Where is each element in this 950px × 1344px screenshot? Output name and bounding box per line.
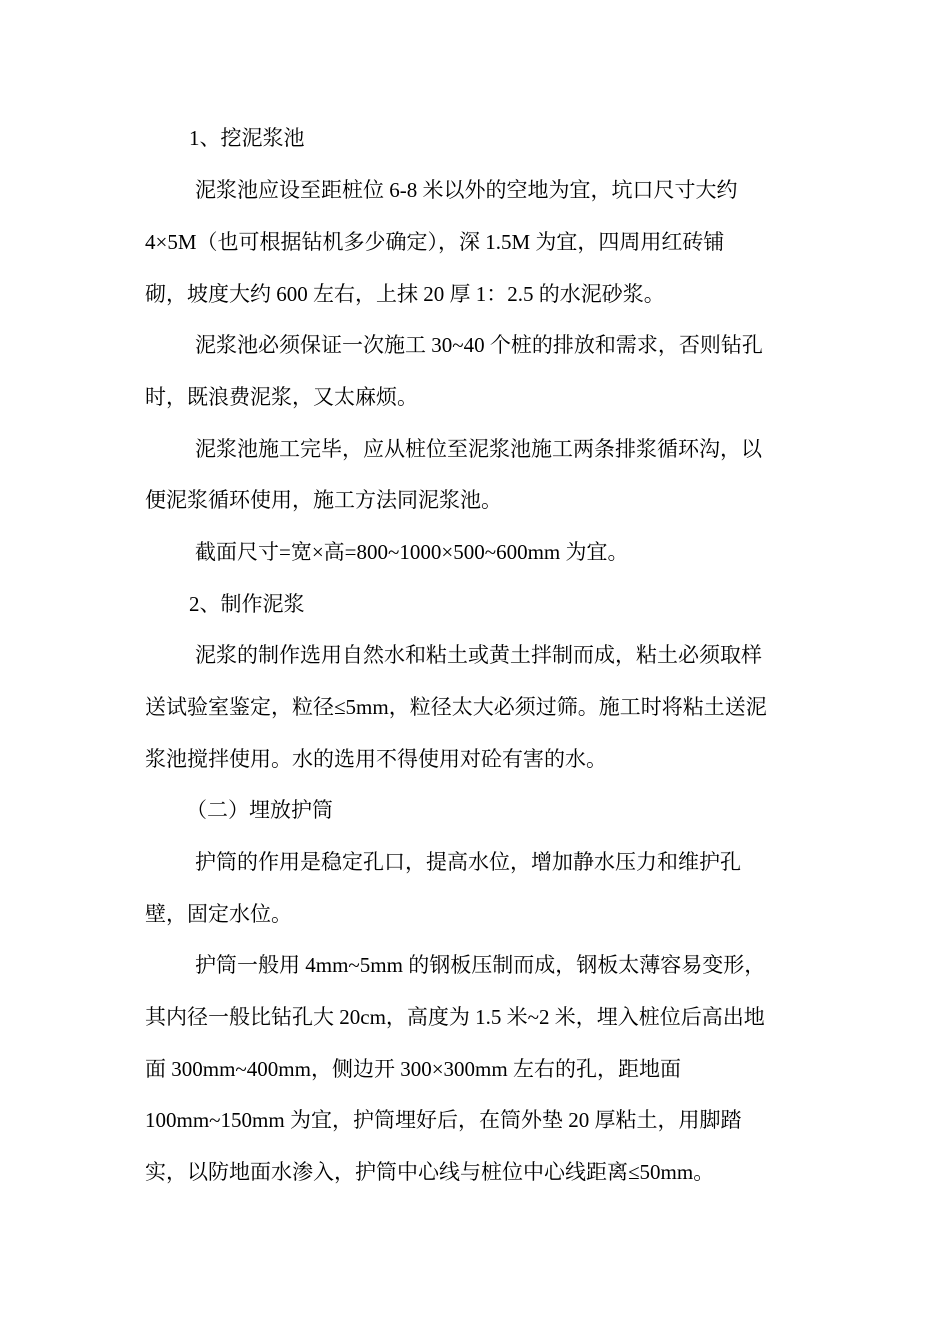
paragraph-line: 其内径一般比钻孔大 20cm，高度为 1.5 米~2 米，埋入桩位后高出地 — [145, 1005, 765, 1029]
paragraph-line: 壁，固定水位。 — [145, 902, 292, 926]
paragraph-line: 泥浆池应设至距桩位 6-8 米以外的空地为宜，坑口尺寸大约 — [195, 178, 738, 202]
paragraph-line: 护筒一般用 4mm~5mm 的钢板压制而成，钢板太薄容易变形， — [195, 953, 766, 977]
paragraph-line: 4×5M（也可根据钻机多少确定），深 1.5M 为宜，四周用红砖铺 — [145, 230, 725, 254]
section-heading: （二）埋放护筒 — [186, 798, 333, 822]
paragraph-line: 泥浆池施工完毕，应从桩位至泥浆池施工两条排浆循环沟，以 — [195, 437, 762, 461]
paragraph-line: 浆池搅拌使用。水的选用不得使用对砼有害的水。 — [145, 747, 607, 771]
paragraph-line: 送试验室鉴定，粒径≤5mm，粒径太大必须过筛。施工时将粘土送泥 — [145, 695, 767, 719]
section-heading: 1、挖泥浆池 — [189, 126, 305, 150]
paragraph-line: 泥浆的制作选用自然水和粘土或黄土拌制而成，粘土必须取样 — [195, 643, 762, 667]
paragraph-line: 100mm~150mm 为宜，护筒埋好后，在筒外垫 20 厚粘土，用脚踏 — [145, 1108, 742, 1132]
paragraph-line: 面 300mm~400mm，侧边开 300×300mm 左右的孔，距地面 — [145, 1057, 681, 1081]
section-heading: 2、制作泥浆 — [189, 592, 305, 616]
paragraph-line: 实，以防地面水渗入，护筒中心线与桩位中心线距离≤50mm。 — [145, 1160, 715, 1184]
paragraph-line: 时，既浪费泥浆，又太麻烦。 — [145, 385, 418, 409]
paragraph-line: 便泥浆循环使用，施工方法同泥浆池。 — [145, 488, 502, 512]
paragraph-line: 砌，坡度大约 600 左右，上抹 20 厚 1：2.5 的水泥砂浆。 — [145, 282, 665, 306]
paragraph-line: 护筒的作用是稳定孔口，提高水位，增加静水压力和维护孔 — [195, 850, 741, 874]
paragraph-line: 截面尺寸=宽×高=800~1000×500~600mm 为宜。 — [195, 540, 629, 564]
paragraph-line: 泥浆池必须保证一次施工 30~40 个桩的排放和需求，否则钻孔 — [195, 333, 763, 357]
